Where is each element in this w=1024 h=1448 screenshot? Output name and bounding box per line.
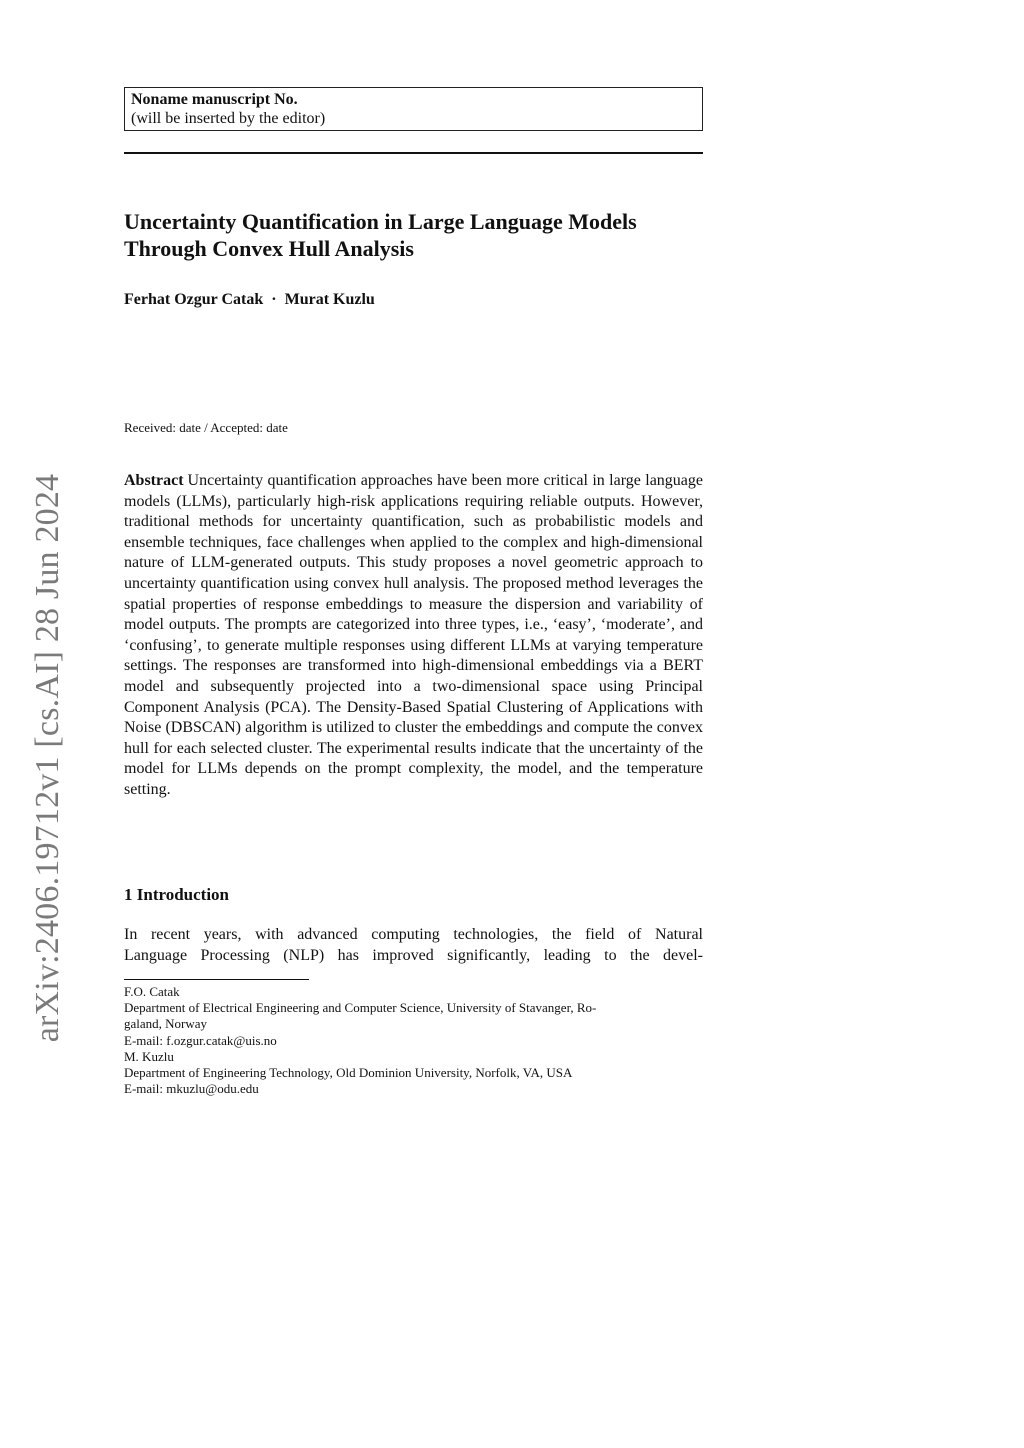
footnote-rule (124, 979, 309, 980)
abstract-label: Abstract (124, 472, 184, 489)
footnote-email: E-mail: mkuzlu@odu.edu (124, 1081, 259, 1097)
abstract (124, 471, 703, 801)
abstract-text: Uncertainty quantification approaches have been more critical in large language models (LLMs), particularly high-risk applications requiring reliable outputs. However, traditional methods for uncertainty quantification, such as probabilistic models and ensemble techniques, face challenges when applied to the complex and high-dimensional nature of LLM-generated outputs. This study proposes a novel geometric approach to uncertainty quantification using convex hull analysis. The proposed method leverages the spatial properties of response embeddings to measure the dispersion and variability of model outputs. The prompts are categorized into three types, i.e., ‘easy’, ‘moderate’, and ‘confusing’, to generate multiple responses using different LLMs at varying temperature settings. The responses are transformed into high-dimensional embeddings via a BERT model and subsequently projected into a two-dimensional space using Principal Component Analysis (PCA). The Density-Based Spatial Clustering of Applications with Noise (DBSCAN) algorithm is utilized to cluster the embeddings and compute the convex hull for each selected cluster. The experimental results indicate that the uncertainty of the model for LLMs depends on the prompt complexity, the model, and the temperature setting. (124, 472, 703, 798)
footnote-affiliation: Department of Engineering Technology, Old Dominion University, Norfolk, VA, USA (124, 1065, 573, 1081)
footnote-email: E-mail: f.ozgur.catak@uis.no (124, 1032, 277, 1048)
body-line: In recent years, with advanced computing technologies, the field of Natural (124, 926, 703, 943)
body-line: Language Processing (NLP) has improved significantly, leading to the devel- (124, 946, 703, 964)
author-list (124, 291, 375, 309)
received-date: Received: date / Accepted: date (124, 420, 288, 435)
arxiv-stamp (29, 465, 66, 1050)
footnote-author-name: M. Kuzlu (124, 1048, 174, 1064)
manuscript-box (124, 87, 703, 131)
footnotes (124, 984, 703, 1097)
author-separator: · (271, 291, 277, 308)
paper-title: Uncertainty Quantification in Large Language Models Through Convex Hull Analysis (124, 209, 637, 261)
introduction-text (124, 925, 703, 966)
arxiv-stamp-text: arXiv:2406.19712v1 [cs.AI] 28 Jun 2024 (29, 473, 66, 1042)
footnote-affiliation: galand, Norway (124, 1016, 208, 1032)
author-name: Ferhat Ozgur Catak (124, 291, 264, 308)
footnote-author-name: F.O. Catak (124, 984, 180, 999)
header-rule (124, 152, 703, 154)
manuscript-label: Noname manuscript No. (131, 91, 298, 108)
author-name: Murat Kuzlu (284, 291, 375, 308)
footnote-affiliation: Department of Electrical Engineering and Computer Science, University of Stavanger, Ro- (124, 1000, 597, 1016)
section-heading: 1 Introduction (124, 885, 230, 904)
manuscript-note: (will be inserted by the editor) (131, 110, 326, 127)
